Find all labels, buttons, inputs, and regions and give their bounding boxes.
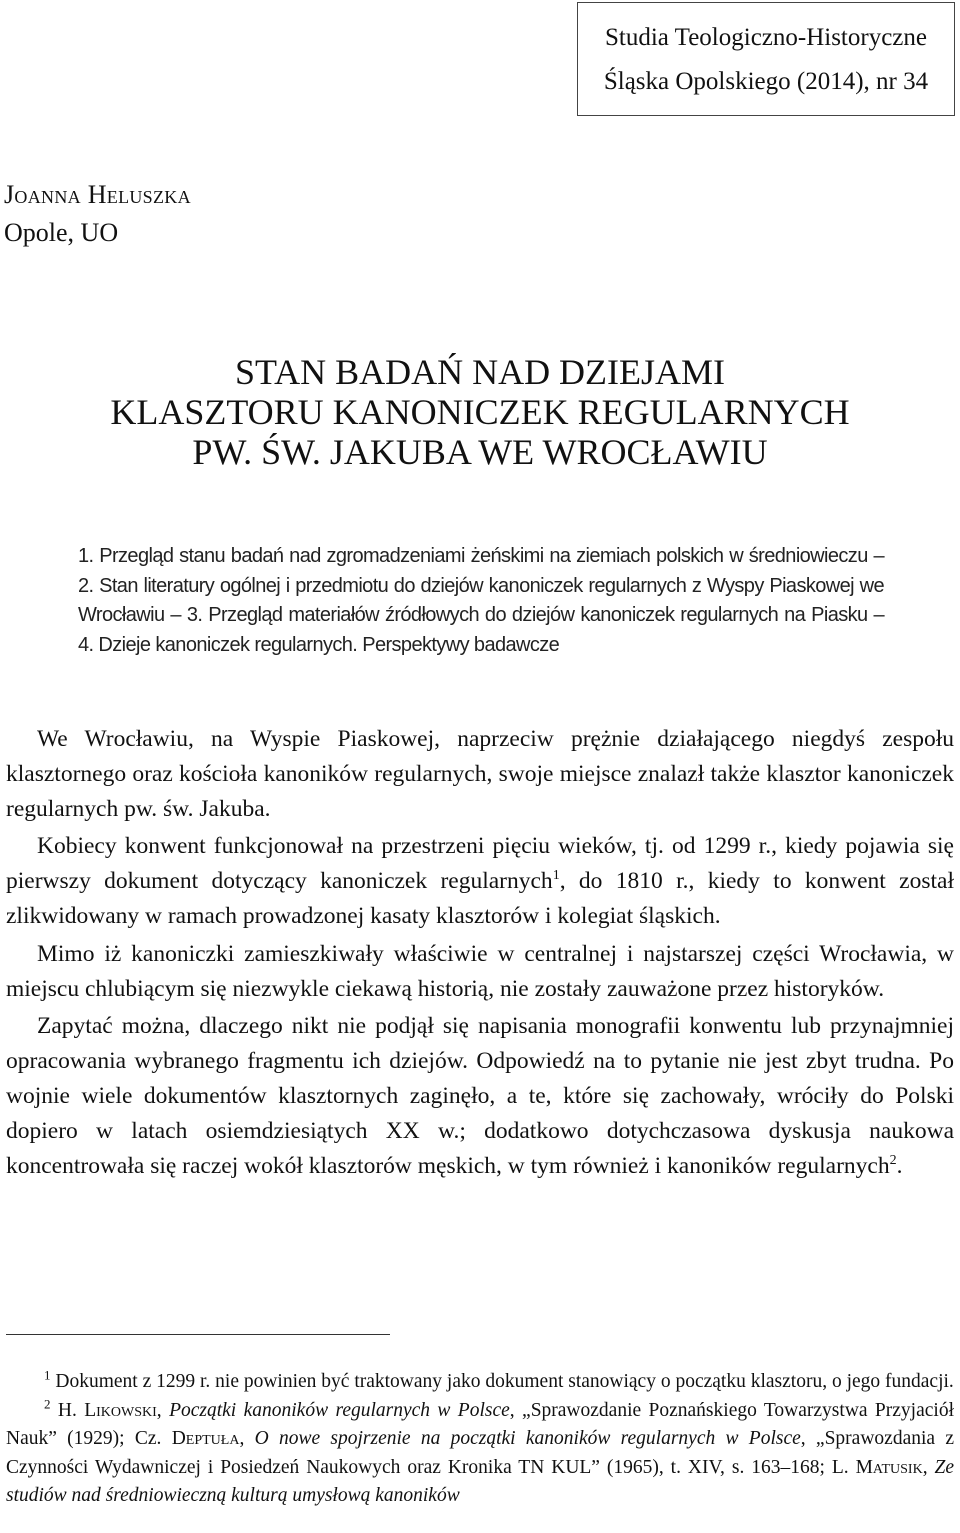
footnote-ref-1[interactable]: 1 (552, 868, 560, 884)
paragraph-4-text-b: . (896, 1152, 903, 1179)
paragraph-1: We Wrocławiu, na Wyspie Piaskowej, naprzeciw prężnie działającego niegdyś zespołu klasztornego oraz kościoła kanoników regularnych, swoje miejsce znalazł także klasztor kanoniczek regularnych pw. św. Jakuba. (6, 726, 954, 822)
journal-name: Studia Teologiczno-Historyczne (604, 24, 927, 51)
paragraph-4-text-a: Zapytać można, dlaczego nikt nie podjął się napisania monografii konwentu lub przynajmniej opracowania wybranego fragmentu ich dziejów. Odpowiedź na to pytanie nie jest zbyt trudna. Po wojnie wiele dokumentów klasztornych zaginęło, a te, które się zachowały, wróciły do Polski dopiero w latach osiemdziesiątych XX w.; dodatkowo dotychczasowa dyskusja naukowa koncentrowała się raczej wokół klasztorów męskich, w tym również i kanoników regularnych (6, 1013, 954, 1179)
paragraph-2 (6, 829, 954, 933)
footnote-separator (6, 1334, 390, 1335)
paragraph-3: Mimo iż kanoniczki zamieszkiwały właściwie w centralnej i najstarszej części Wrocławia, w miejscu chlubiącym się niezwykle ciekawą historią, nie zostały zauważone przez historyków. (6, 940, 954, 1002)
footnote-2-title-2: O nowe spojrzenie na początki kanoników regularnych w Polsce (254, 1428, 801, 1449)
footnote-2-author-3: Matusik (855, 1456, 923, 1478)
footnote-2-number: 2 (44, 1396, 51, 1411)
footnote-2-text-c: , „Sprawozdanie Poznańskiego Towarzystwa Przyjaciół Nauk” (1929); Cz. (6, 1399, 954, 1449)
paragraph-2-text-a: Kobiecy konwent funkcjonował na przestrzeni pięciu wieków, tj. od 1299 r., kiedy pojawia się pierwszy dokument dotyczący kanoniczek regularnych (6, 833, 954, 895)
title-line-2: KLASZTORU KANONICZEK REGULARNYCH (110, 392, 850, 432)
table-of-contents: 1. Przegląd stanu badań nad zgromadzeniami żeńskimi na ziemiach polskich w średniowieczu – 2. Stan literatury ogólnej i przedmiotu do dziejów kanoniczek regularnych z Wyspy Piaskowej we Wrocławiu – 3. Przegląd materiałów źródłowych do dziejów kanoniczek regularnych na Piasku – 4. Dzieje kanoniczek regularnych. Perspektywy badawcze (78, 545, 884, 656)
footnote-1-number: 1 (44, 1367, 51, 1383)
footnote-2-author-2: Deptuła (171, 1428, 240, 1449)
footnote-2-title-3: Ze studiów nad średniowieczną kulturą umysłową kanoników (6, 1456, 955, 1506)
paragraph-4 (6, 1009, 954, 1183)
footnote-2-author-1: Likowski (84, 1399, 157, 1421)
footnote-2-text-b: , (156, 1399, 170, 1421)
footnote-1-text: Dokument z 1299 r. nie powinien być traktowany jako dokument stanowiący o początku klasztoru, o jego fundacji. (50, 1371, 954, 1392)
paragraph-2-text-b: , do 1810 r., kiedy to konwent został zlikwidowany w ramach prowadzonej kasaty klasztorów i kolegiat śląskich. (6, 868, 955, 929)
footnote-2-text-a: H. (50, 1399, 85, 1421)
article-body (6, 722, 954, 1183)
footnote-2-text-d: , (239, 1428, 255, 1449)
footnote-1 (6, 1368, 954, 1397)
footnote-2-title-1: Początki kanoników regularnych w Polsce (169, 1399, 510, 1421)
footnotes (6, 1368, 954, 1511)
author-name: Joanna Heluszka (4, 180, 191, 209)
footnote-ref-2[interactable]: 2 (889, 1152, 897, 1168)
author-affiliation: Opole, UO (4, 218, 119, 247)
journal-header-box (577, 2, 955, 116)
author-block (4, 176, 191, 252)
title-line-1: STAN BADAŃ NAD DZIEJAMI (234, 352, 726, 392)
article-title (0, 352, 960, 472)
journal-issue: Śląska Opolskiego (2014), nr 34 (603, 68, 929, 95)
title-line-3: PW. ŚW. JAKUBA WE WROCŁAWIU (192, 432, 768, 472)
footnote-2 (6, 1397, 954, 1511)
footnote-2-text-f: , (922, 1456, 935, 1478)
footnote-2-text-e: , „Sprawozdania z Czynności Wydawniczej i Posiedzeń Naukowych oraz Kronika TN KUL” (1965), t. XIV, s. 163–168; L. (6, 1428, 954, 1478)
